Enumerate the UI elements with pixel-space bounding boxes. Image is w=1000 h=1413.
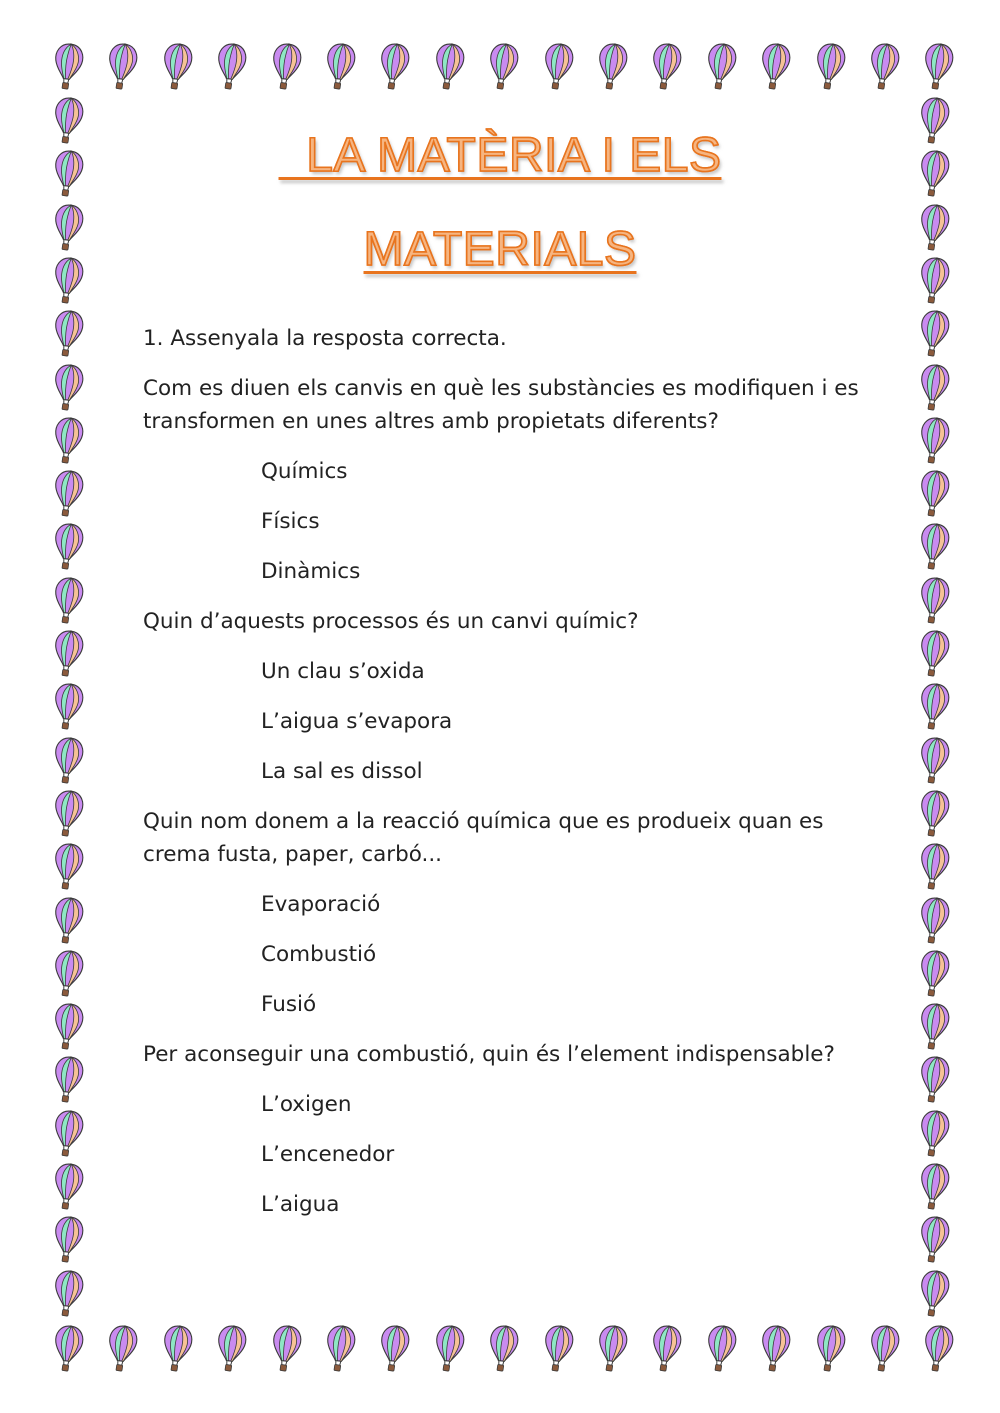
hot-air-balloon-icon xyxy=(914,627,955,681)
answer-options xyxy=(143,655,873,788)
hot-air-balloon-icon xyxy=(374,1322,415,1376)
hot-air-balloon-icon xyxy=(914,1160,955,1214)
hot-air-balloon-icon xyxy=(914,467,955,521)
hot-air-balloon-icon xyxy=(918,1322,959,1376)
hot-air-balloon-icon xyxy=(48,360,89,414)
hot-air-balloon-icon xyxy=(428,40,469,94)
hot-air-balloon-icon xyxy=(48,787,89,841)
hot-air-balloon-icon xyxy=(156,40,197,94)
question-block xyxy=(143,372,873,588)
hot-air-balloon-icon xyxy=(914,1107,955,1161)
question-text: Quin nom donem a la reacció química que es produeix quan es crema fusta, paper, carbó... xyxy=(143,809,824,867)
hot-air-balloon-icon xyxy=(483,1322,524,1376)
hot-air-balloon-icon xyxy=(914,840,955,894)
hot-air-balloon-icon xyxy=(48,1322,89,1376)
hot-air-balloon-icon xyxy=(211,40,252,94)
hot-air-balloon-icon xyxy=(700,1322,741,1376)
question-text: Per aconseguir una combustió, quin és l’element indispensable? xyxy=(143,1042,835,1067)
hot-air-balloon-icon xyxy=(48,1213,89,1267)
answer-option[interactable]: Físics xyxy=(261,509,320,534)
hot-air-balloon-icon xyxy=(48,1053,89,1107)
hot-air-balloon-icon xyxy=(48,1000,89,1054)
question-block xyxy=(143,605,873,788)
question-block xyxy=(143,805,873,1021)
hot-air-balloon-icon xyxy=(320,1322,361,1376)
hot-air-balloon-icon xyxy=(914,733,955,787)
hot-air-balloon-icon xyxy=(755,40,796,94)
hot-air-balloon-icon xyxy=(265,1322,306,1376)
hot-air-balloon-icon xyxy=(48,520,89,574)
hot-air-balloon-icon xyxy=(48,680,89,734)
hot-air-balloon-icon xyxy=(864,40,905,94)
hot-air-balloon-icon xyxy=(914,680,955,734)
hot-air-balloon-icon xyxy=(914,1000,955,1054)
worksheet-content xyxy=(143,322,873,1238)
hot-air-balloon-icon xyxy=(864,1322,905,1376)
hot-air-balloon-icon xyxy=(320,40,361,94)
hot-air-balloon-icon xyxy=(265,40,306,94)
hot-air-balloon-icon xyxy=(48,414,89,468)
hot-air-balloon-icon xyxy=(646,40,687,94)
answer-option[interactable]: Dinàmics xyxy=(261,559,361,584)
hot-air-balloon-icon xyxy=(592,1322,633,1376)
hot-air-balloon-icon xyxy=(428,1322,469,1376)
hot-air-balloon-icon xyxy=(914,574,955,628)
answer-option[interactable]: Evaporació xyxy=(261,892,381,917)
answer-option[interactable]: L’encenedor xyxy=(261,1142,395,1167)
hot-air-balloon-icon xyxy=(914,893,955,947)
hot-air-balloon-icon xyxy=(914,307,955,361)
page-title-line-1: LA MATÈRIA I ELS xyxy=(278,129,722,182)
question-text: Com es diuen els canvis en què les substàncies es modifiquen i es transformen en unes altres amb propietats diferents? xyxy=(143,376,859,434)
hot-air-balloon-icon xyxy=(48,1160,89,1214)
hot-air-balloon-icon xyxy=(48,840,89,894)
hot-air-balloon-icon xyxy=(918,40,959,94)
hot-air-balloon-icon xyxy=(646,1322,687,1376)
hot-air-balloon-icon xyxy=(211,1322,252,1376)
answer-option[interactable]: L’aigua s’evapora xyxy=(261,709,453,734)
answer-option[interactable]: Fusió xyxy=(261,992,317,1017)
answer-option[interactable]: L’oxigen xyxy=(261,1092,352,1117)
hot-air-balloon-icon xyxy=(48,893,89,947)
hot-air-balloon-icon xyxy=(914,414,955,468)
answer-options xyxy=(143,455,873,588)
hot-air-balloon-icon xyxy=(48,1107,89,1161)
hot-air-balloon-icon xyxy=(48,1266,89,1320)
answer-option[interactable]: Químics xyxy=(261,459,348,484)
answer-options xyxy=(143,1088,873,1221)
answer-option[interactable]: Un clau s’oxida xyxy=(261,659,425,684)
hot-air-balloon-icon xyxy=(914,520,955,574)
hot-air-balloon-icon xyxy=(48,574,89,628)
hot-air-balloon-icon xyxy=(102,40,143,94)
question-block xyxy=(143,1038,873,1221)
hot-air-balloon-icon xyxy=(914,787,955,841)
hot-air-balloon-icon xyxy=(48,733,89,787)
hot-air-balloon-icon xyxy=(537,1322,578,1376)
answer-option[interactable]: L’aigua xyxy=(261,1192,340,1217)
hot-air-balloon-icon xyxy=(156,1322,197,1376)
hot-air-balloon-icon xyxy=(48,40,89,94)
hot-air-balloon-icon xyxy=(914,947,955,1001)
hot-air-balloon-icon xyxy=(48,947,89,1001)
hot-air-balloon-icon xyxy=(914,360,955,414)
answer-option[interactable]: Combustió xyxy=(261,942,377,967)
answer-option[interactable]: La sal es dissol xyxy=(261,759,423,784)
hot-air-balloon-icon xyxy=(592,40,633,94)
hot-air-balloon-icon xyxy=(809,1322,850,1376)
hot-air-balloon-icon xyxy=(48,307,89,361)
hot-air-balloon-icon xyxy=(374,40,415,94)
hot-air-balloon-icon xyxy=(102,1322,143,1376)
hot-air-balloon-icon xyxy=(914,1266,955,1320)
hot-air-balloon-icon xyxy=(48,627,89,681)
hot-air-balloon-icon xyxy=(809,40,850,94)
hot-air-balloon-icon xyxy=(755,1322,796,1376)
instruction: 1. Assenyala la resposta correcta. xyxy=(143,326,507,351)
page-title-line-2: MATERIALS xyxy=(363,223,637,276)
answer-options xyxy=(143,888,873,1021)
hot-air-balloon-icon xyxy=(914,1213,955,1267)
hot-air-balloon-icon xyxy=(483,40,524,94)
hot-air-balloon-icon xyxy=(700,40,741,94)
hot-air-balloon-icon xyxy=(914,1053,955,1107)
question-text: Quin d’aquests processos és un canvi químic? xyxy=(143,609,639,634)
hot-air-balloon-icon xyxy=(537,40,578,94)
hot-air-balloon-icon xyxy=(48,467,89,521)
